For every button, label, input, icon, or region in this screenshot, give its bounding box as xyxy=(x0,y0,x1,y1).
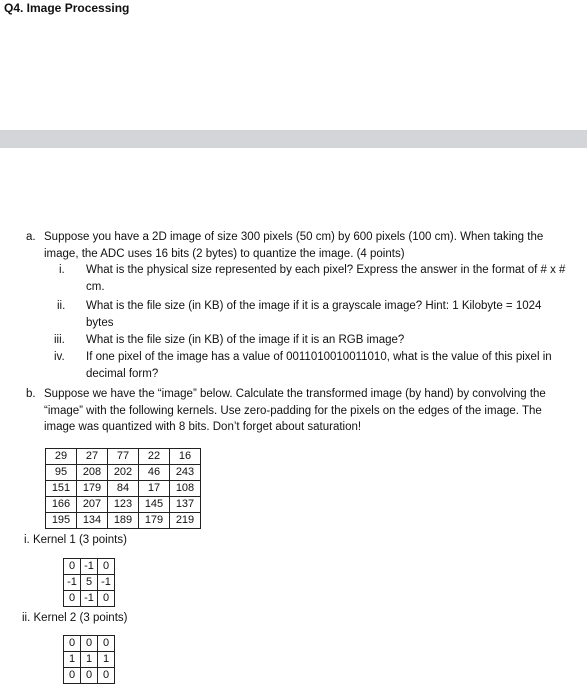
kernel1-label: i. Kernel 1 (3 points) xyxy=(24,534,127,546)
kernel-cell: 1 xyxy=(98,652,115,668)
image-cell: 77 xyxy=(108,449,139,465)
image-cell: 208 xyxy=(77,465,108,481)
table-row xyxy=(64,575,115,591)
image-cell: 137 xyxy=(170,497,201,513)
image-cell: 166 xyxy=(46,497,77,513)
image-cell: 108 xyxy=(170,481,201,497)
kernel-cell: -1 xyxy=(81,591,98,607)
item-a-iv-num: iv. xyxy=(54,351,65,363)
kernel-cell: 1 xyxy=(81,652,98,668)
kernel-cell: 0 xyxy=(64,636,81,652)
kernel-cell: 0 xyxy=(81,668,98,684)
kernel-cell: 0 xyxy=(98,636,115,652)
item-a-i-num: i. xyxy=(59,264,65,276)
item-a-iv-text: If one pixel of the image has a value of 0011010010011010, what is the value of this pixel in decimal form? xyxy=(86,351,552,380)
table-row xyxy=(46,513,201,529)
kernel-cell: 0 xyxy=(64,591,81,607)
kernel1-matrix xyxy=(63,558,115,607)
item-a-iii-num: iii. xyxy=(54,334,65,346)
question-title: Q4. Image Processing xyxy=(4,1,130,15)
kernel-cell: 5 xyxy=(81,575,98,591)
image-cell: 219 xyxy=(170,513,201,529)
item-a-ii-text: What is the file size (in KB) of the image if it is a grayscale image? Hint: 1 Kilobyte = 1024 bytes xyxy=(86,300,542,329)
part-b-label: b. xyxy=(26,388,36,400)
image-cell: 22 xyxy=(139,449,170,465)
image-cell: 207 xyxy=(77,497,108,513)
part-b-text: Suppose we have the “image” below. Calculate the transformed image (by hand) by convolving the “image” with the following kernels. Use zero-padding for the pixels on the edges of the image. The image was quantized with 8 bits. Don’t forget about saturation! xyxy=(44,388,546,433)
image-cell: 29 xyxy=(46,449,77,465)
image-cell: 179 xyxy=(77,481,108,497)
kernel-cell: 0 xyxy=(98,559,115,575)
table-row xyxy=(64,559,115,575)
image-cell: 46 xyxy=(139,465,170,481)
part-a-text: Suppose you have a 2D image of size 300 pixels (50 cm) by 600 pixels (100 cm). When taking the image, the ADC uses 16 bits (2 bytes) to quantize the image. (4 points) xyxy=(44,231,544,260)
image-cell: 27 xyxy=(77,449,108,465)
table-row xyxy=(64,652,115,668)
kernel-cell: 0 xyxy=(98,668,115,684)
image-cell: 17 xyxy=(139,481,170,497)
image-cell: 123 xyxy=(108,497,139,513)
item-a-i-text: What is the physical size represented by each pixel? Express the answer in the format of # x # cm. xyxy=(86,264,566,293)
image-cell: 189 xyxy=(108,513,139,529)
table-row xyxy=(46,481,201,497)
image-cell: 84 xyxy=(108,481,139,497)
part-a-label: a. xyxy=(26,231,36,243)
image-cell: 179 xyxy=(139,513,170,529)
item-a-iii-text: What is the file size (in KB) of the image if it is an RGB image? xyxy=(86,334,405,346)
table-row xyxy=(64,591,115,607)
kernel-cell: 0 xyxy=(64,559,81,575)
image-cell: 16 xyxy=(170,449,201,465)
table-row xyxy=(46,449,201,465)
image-cell: 202 xyxy=(108,465,139,481)
table-row xyxy=(46,497,201,513)
image-matrix xyxy=(45,448,201,529)
kernel-cell: 0 xyxy=(98,591,115,607)
image-cell: 151 xyxy=(46,481,77,497)
table-row xyxy=(64,636,115,652)
image-cell: 145 xyxy=(139,497,170,513)
kernel-cell: -1 xyxy=(98,575,115,591)
item-a-ii-num: ii. xyxy=(57,300,66,312)
kernel2-matrix xyxy=(63,635,115,684)
kernel-cell: 0 xyxy=(64,668,81,684)
kernel-cell: -1 xyxy=(64,575,81,591)
image-cell: 95 xyxy=(46,465,77,481)
table-row xyxy=(46,465,201,481)
section-divider-bar xyxy=(0,130,587,148)
table-row xyxy=(64,668,115,684)
kernel2-label: ii. Kernel 2 (3 points) xyxy=(22,612,128,624)
image-cell: 243 xyxy=(170,465,201,481)
kernel-cell: -1 xyxy=(81,559,98,575)
kernel-cell: 1 xyxy=(64,652,81,668)
image-cell: 134 xyxy=(77,513,108,529)
image-cell: 195 xyxy=(46,513,77,529)
kernel-cell: 0 xyxy=(81,636,98,652)
